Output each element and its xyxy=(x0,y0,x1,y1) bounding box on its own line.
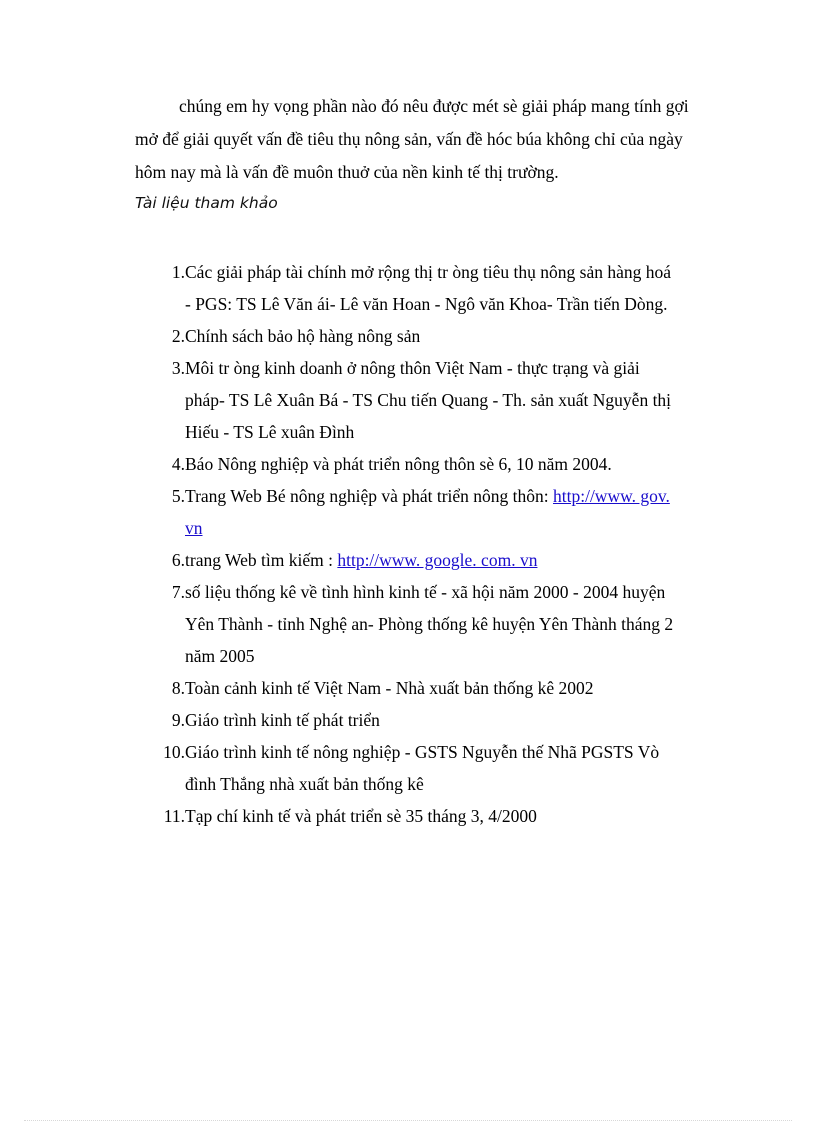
reference-text: Trang Web Bé nông nghiệp và phát triển nông thôn: xyxy=(185,486,553,506)
reference-item xyxy=(135,576,775,672)
reference-text: Giáo trình kinh tế phát triển xyxy=(185,710,380,730)
google-link[interactable]: http://www. google. com. vn xyxy=(337,550,538,570)
reference-text: Tạp chí kinh tế và phát triển sè 35 tháng 3, 4/2000 xyxy=(185,806,537,826)
reference-item xyxy=(135,704,775,736)
reference-number: 6. xyxy=(171,550,185,570)
reference-number: 5. xyxy=(171,486,185,506)
reference-text: Các giải pháp tài chính mở rộng thị tr òng tiêu thụ nông sản hàng hoá xyxy=(185,262,672,282)
reference-number: 4. xyxy=(171,454,185,474)
ministry-website-link[interactable]: http://www. gov. xyxy=(553,486,670,506)
reference-text: - PGS: TS Lê Văn ái- Lê văn Hoan - Ngô văn Khoa- Trần tiến Dòng. xyxy=(185,294,668,314)
reference-text: Môi tr òng kinh doanh ở nông thôn Việt Nam - thực trạng và giải xyxy=(185,358,640,378)
reference-number: 2. xyxy=(171,326,185,346)
reference-text: Báo Nông nghiệp và phát triển nông thôn sè 6, 10 năm 2004. xyxy=(185,454,612,474)
ministry-website-link-continued[interactable]: vn xyxy=(185,518,203,538)
intro-line: chúng em hy vọng phần nào đó nêu được mét sè giải pháp mang tính gợi xyxy=(179,96,689,116)
page-bottom-border xyxy=(24,1120,792,1121)
reference-item xyxy=(135,672,775,704)
reference-item xyxy=(135,544,775,576)
reference-number: 1. xyxy=(171,262,185,282)
intro-line: hôm nay mà là vấn đề muôn thuở của nền kinh tế thị trường. xyxy=(135,162,559,182)
reference-item xyxy=(135,352,775,448)
reference-number: 10. xyxy=(163,742,185,762)
reference-item xyxy=(135,800,775,832)
reference-text: trang Web tìm kiếm : xyxy=(185,550,338,570)
reference-number: 3. xyxy=(171,358,185,378)
reference-text: năm 2005 xyxy=(185,646,255,666)
reference-text: Toàn cảnh kinh tế Việt Nam - Nhà xuất bản thống kê 2002 xyxy=(185,678,594,698)
intro-line: mở để giải quyết vấn đề tiêu thụ nông sản, vấn đề hóc búa không chỉ của ngày xyxy=(135,129,683,149)
reference-item xyxy=(135,736,775,800)
reference-text: Hiếu - TS Lê xuân Đình xyxy=(185,422,355,442)
reference-text: đình Thắng nhà xuất bản thống kê xyxy=(185,774,424,794)
reference-text: Chính sách bảo hộ hàng nông sản xyxy=(185,326,421,346)
reference-text: Yên Thành - tỉnh Nghệ an- Phòng thống kê huyện Yên Thành tháng 2 xyxy=(185,614,674,634)
reference-number: 8. xyxy=(171,678,185,698)
reference-number: 11. xyxy=(163,806,185,826)
reference-item xyxy=(135,448,775,480)
reference-number: 7. xyxy=(171,582,185,602)
references-list xyxy=(135,256,775,832)
reference-item xyxy=(135,480,775,544)
reference-number: 9. xyxy=(171,710,185,730)
references-heading: Tài liệu tham khảo xyxy=(135,194,278,212)
reference-item xyxy=(135,320,775,352)
reference-text: Giáo trình kinh tế nông nghiệp - GSTS Nguyễn thế Nhã PGSTS Vò xyxy=(185,742,660,762)
intro-paragraph xyxy=(135,90,745,189)
reference-text: pháp- TS Lê Xuân Bá - TS Chu tiến Quang - Th. sản xuất Nguyễn thị xyxy=(185,390,672,410)
reference-item xyxy=(135,256,775,320)
reference-text: số liệu thống kê về tình hình kinh tế - xã hội năm 2000 - 2004 huyện xyxy=(185,582,666,602)
